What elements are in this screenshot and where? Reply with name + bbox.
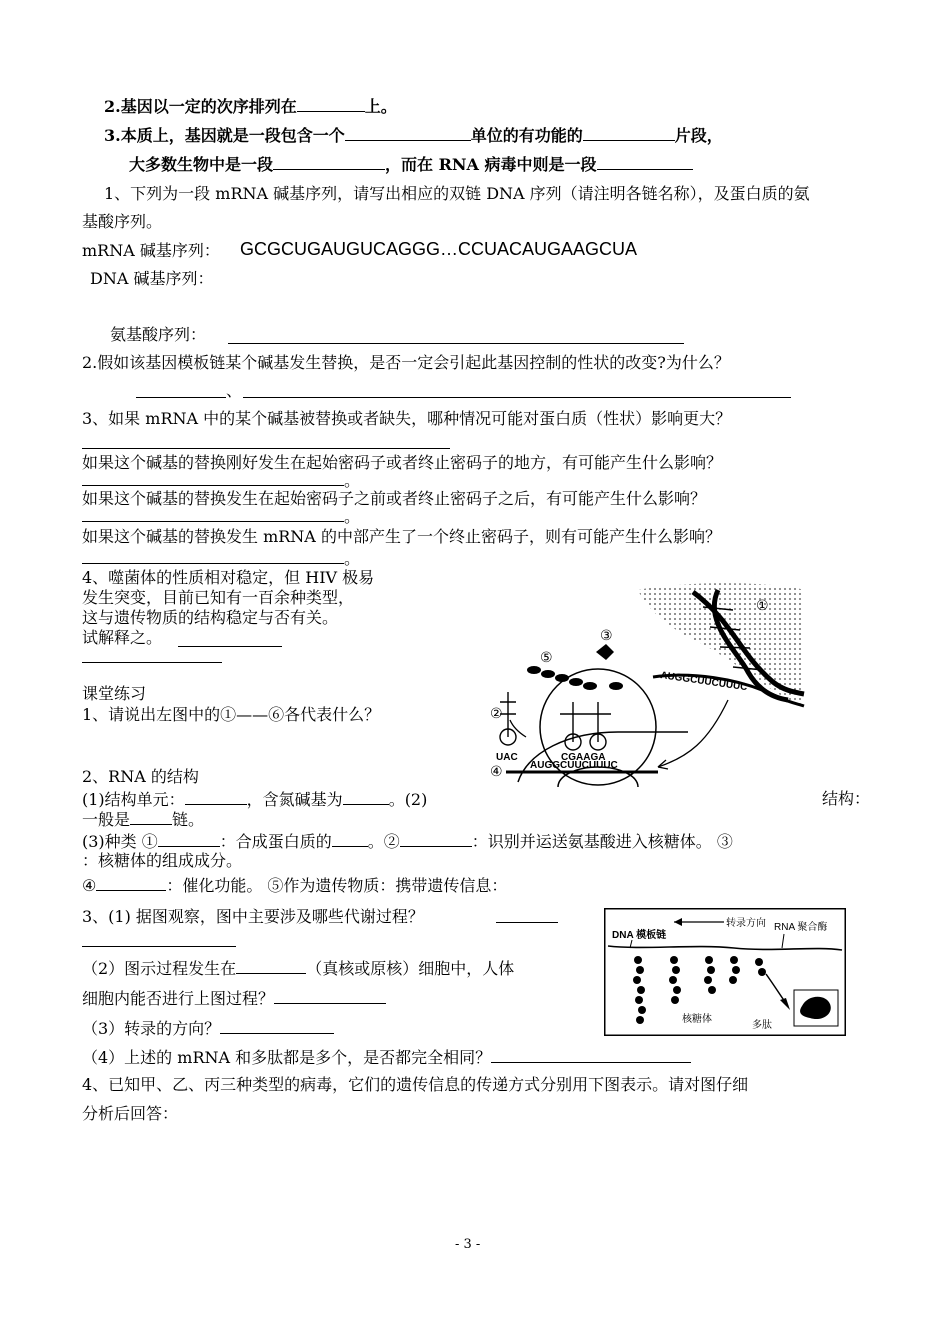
ex3-q2-line[interactable] xyxy=(82,521,344,522)
mrna-seq-bottom: AUGGCUUCUUUC xyxy=(530,760,618,771)
dna-strand xyxy=(608,946,842,950)
blank[interactable] xyxy=(583,124,675,141)
anticodon: UAC xyxy=(496,752,518,763)
aa-answer-line[interactable] xyxy=(228,343,684,344)
practice-q3-line5: （4）上述的 mRNA 和多肽都是多个，是否都完全相同？ xyxy=(82,1046,691,1069)
fill-q3a: 3.本质上，基因就是一段包含一个 单位的有功能的 片段， xyxy=(104,126,723,145)
ex4-l2: 发生突变，目前已知有一百余种类型， xyxy=(82,588,355,607)
practice-q3-line4: （3）转录的方向？ xyxy=(82,1017,334,1040)
ex3-q2: 如果这个碱基的替换发生在起始密码子之前或者终止密码子之后，有可能产生什么影响？ xyxy=(82,489,707,508)
ex2-answer-line-2[interactable] xyxy=(243,397,791,398)
ex3-answer-line[interactable] xyxy=(82,448,450,449)
peptide-icon xyxy=(800,997,831,1019)
practice-q1: 1、请说出左图中的①——⑥各代表什么？ xyxy=(82,705,381,724)
ex3-q1: 如果这个碱基的替换刚好发生在起始密码子或者终止密码子的地方，有可能产生什么影响？ xyxy=(82,453,723,472)
ex1-text-1: 1、下列为一段 mRNA 碱基序列，请写出相应的双链 DNA 序列（请注明各链名称），及蛋白质的氨 xyxy=(104,184,810,203)
rna-polymerase-label: RNA 聚合酶 xyxy=(774,922,828,933)
ex3-text: 3、如果 mRNA 中的某个碱基被替换或者缺失，哪种情况可能对蛋白质（性状）影响更大？ xyxy=(82,409,732,428)
mrna-sequence: GCGCUGAUGUCAGGG…CCUACAUGAAGCUA xyxy=(240,239,638,259)
fill-q3b: 大多数生物中是一段 ，而在 RNA 病毒中则是一段 xyxy=(129,153,693,176)
practice-q2-line2: 一般是 链。 xyxy=(82,810,205,829)
aa-label: 氨基酸序列： xyxy=(110,325,207,344)
practice-title: 课堂练习 xyxy=(82,684,147,703)
ex3-q1-line[interactable] xyxy=(82,485,344,486)
practice-q2-structure: 结构： xyxy=(822,789,871,808)
fill-q2: 2.基因以一定的次序排列在 上。 xyxy=(104,97,397,116)
transcription-diagram xyxy=(604,908,846,1036)
practice-q2-line5: ④ ：催化功能。 ⑤作为遗传物质：携带遗传信息： xyxy=(82,876,508,895)
practice-q2-title: 2、RNA 的结构 xyxy=(82,767,199,786)
practice-q2-line4: ：核糖体的组成成分。 xyxy=(82,851,243,870)
ex2-separator: 、 xyxy=(226,381,243,400)
ex1-text-2: 基酸序列。 xyxy=(82,212,163,231)
ex2-answer-line-1[interactable] xyxy=(136,397,226,398)
blank[interactable] xyxy=(297,95,365,112)
practice-q3-line3: 细胞内能否进行上图过程？ xyxy=(82,987,386,1010)
peptide-label: 多肽 xyxy=(752,1020,772,1031)
ex3-q3: 如果这个碱基的替换发生 mRNA 的中部产生了一个终止密码子，则有可能产生什么影响？ xyxy=(82,527,721,546)
amino-acid-icon xyxy=(596,644,614,660)
practice-q2-line3: (3)种类 ① ：合成蛋白质的 。② ：识别并运送氨基酸进入核糖体。 ③ xyxy=(82,832,733,851)
label-3: ③ xyxy=(600,627,613,643)
practice-q3-line1: 3、(1) 据图观察，图中主要涉及哪些代谢过程？ xyxy=(82,907,424,926)
trna-codon: CGAAGA xyxy=(561,752,606,763)
dna-label: DNA 碱基序列： xyxy=(90,269,214,288)
ribosome-label: 核糖体 xyxy=(682,1014,712,1025)
dna-template-label: DNA 模板链 xyxy=(612,930,667,941)
blank[interactable] xyxy=(345,124,471,141)
label-4: ④ xyxy=(490,763,503,779)
practice-q4-line2: 分析后回答： xyxy=(82,1104,179,1123)
ex4-l3: 这与遗传物质的结构稳定与否有关。 xyxy=(82,608,339,627)
ex4-l4: 试解释之。 xyxy=(82,628,163,647)
label-2: ② xyxy=(490,705,503,721)
trna-icon xyxy=(500,692,611,750)
practice-q4-line1: 4、已知甲、乙、丙三种类型的病毒，它们的遗传信息的传递方式分别用下图表示。请对图仔细 xyxy=(82,1075,749,1094)
label-5: ⑤ xyxy=(540,649,553,665)
page-number: - 3 - xyxy=(455,1237,481,1252)
ex3-q3-line[interactable] xyxy=(82,563,344,564)
ex4-l1: 4、噬菌体的性质相对稳定，但 HIV 极易 xyxy=(82,568,375,587)
ex4-line-2[interactable] xyxy=(82,662,222,663)
label-1: ① xyxy=(756,597,769,613)
mrna-seq-top: AUGGCUUCUUUC xyxy=(659,670,749,694)
practice-q2-line1: (1)结构单元： ，含氮碱基为 。(2) xyxy=(82,790,428,809)
ex4-line-1[interactable] xyxy=(178,646,282,647)
blank[interactable] xyxy=(273,153,385,170)
practice-q3-line2: （2）图示过程发生在 （真核或原核）细胞中，人体 xyxy=(82,959,515,978)
translation-diagram xyxy=(488,582,806,787)
direction-label: 转录方向 xyxy=(726,918,766,929)
ex2-text: 2.假如该基因模板链某个碱基发生替换，是否一定会引起此基因控制的性状的改变?为什么？ xyxy=(82,353,730,372)
blank[interactable] xyxy=(597,153,693,170)
mrna-label: mRNA 碱基序列： xyxy=(82,241,220,260)
